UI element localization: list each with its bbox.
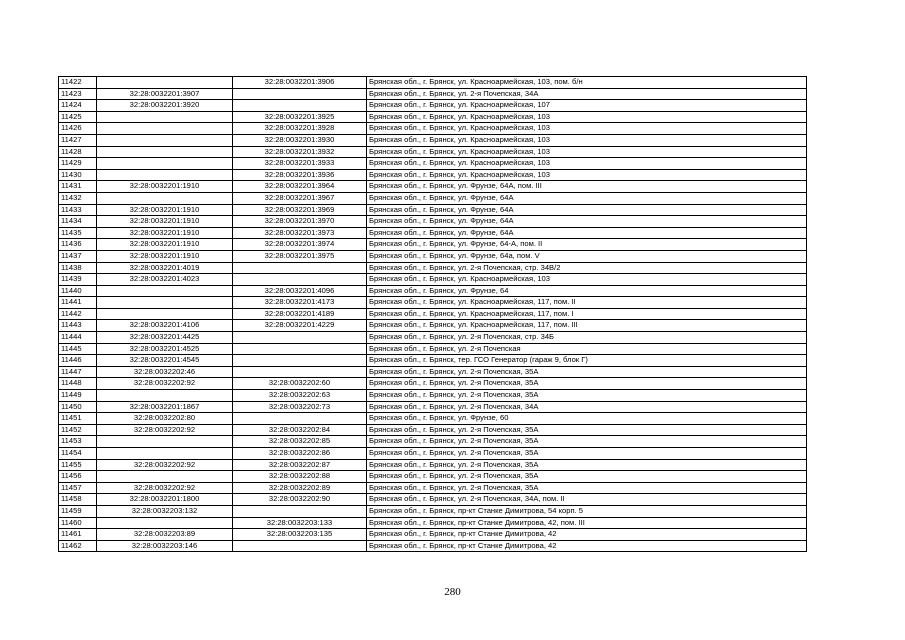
address-cell: Брянская обл., г. Брянск, ул. Красноармейская, 117, пом. II: [367, 297, 807, 309]
row-number-cell: 11460: [59, 517, 97, 529]
cadastral-number-cell: 32:28:0032202:86: [233, 448, 367, 460]
address-cell: Брянская обл., г. Брянск, ул. 2-я Почепская, 35А: [367, 424, 807, 436]
table-row: [59, 540, 807, 552]
row-number-cell: 11458: [59, 494, 97, 506]
address-cell: Брянская обл., г. Брянск, ул. 2-я Почепская, стр. 34Б: [367, 332, 807, 344]
table-row: [59, 505, 807, 517]
table-row: [59, 459, 807, 471]
cadastral-number-cell: 32:28:0032203:135: [233, 529, 367, 541]
parent-cadastral-number-cell: 32:28:0032201:1867: [97, 401, 233, 413]
table-row: [59, 227, 807, 239]
row-number-cell: 11438: [59, 262, 97, 274]
address-cell: Брянская обл., г. Брянск, ул. 2-я Почепская, 35А: [367, 378, 807, 390]
table-row: [59, 413, 807, 425]
cadastral-number-cell: 32:28:0032202:73: [233, 401, 367, 413]
cadastral-number-cell: [233, 355, 367, 367]
address-cell: Брянская обл., г. Брянск, ул. Красноармейская, 103: [367, 134, 807, 146]
table-row: [59, 448, 807, 460]
row-number-cell: 11440: [59, 285, 97, 297]
address-cell: Брянская обл., г. Брянск, ул. 2-я Почепская, 34А: [367, 88, 807, 100]
row-number-cell: 11434: [59, 216, 97, 228]
row-number-cell: 11435: [59, 227, 97, 239]
table-row: [59, 517, 807, 529]
address-cell: Брянская обл., г. Брянск, ул. 2-я Почепская, 35А: [367, 436, 807, 448]
row-number-cell: 11455: [59, 459, 97, 471]
cadastral-number-cell: 32:28:0032201:3933: [233, 158, 367, 170]
address-cell: Брянская обл., г. Брянск, ул. Фрунзе, 64а, пом. V: [367, 250, 807, 262]
parent-cadastral-number-cell: [97, 390, 233, 402]
address-cell: Брянская обл., г. Брянск, ул. Красноармейская, 107: [367, 100, 807, 112]
address-cell: Брянская обл., г. Брянск, ул. 2-я Почепская, 35А: [367, 366, 807, 378]
row-number-cell: 11448: [59, 378, 97, 390]
table-row: [59, 482, 807, 494]
table-row: [59, 146, 807, 158]
page-number: 280: [444, 586, 461, 598]
address-cell: Брянская обл., г. Брянск, ул. Фрунзе, 60: [367, 413, 807, 425]
parent-cadastral-number-cell: [97, 111, 233, 123]
parent-cadastral-number-cell: [97, 448, 233, 460]
parent-cadastral-number-cell: 32:28:0032202:92: [97, 482, 233, 494]
row-number-cell: 11426: [59, 123, 97, 135]
cadastral-number-cell: 32:28:0032201:3975: [233, 250, 367, 262]
table-row: [59, 343, 807, 355]
table-row: [59, 308, 807, 320]
row-number-cell: 11462: [59, 540, 97, 552]
address-cell: Брянская обл., г. Брянск, ул. 2-я Почепская, 34А, пом. II: [367, 494, 807, 506]
table-row: [59, 250, 807, 262]
row-number-cell: 11445: [59, 343, 97, 355]
table-row: [59, 494, 807, 506]
parent-cadastral-number-cell: 32:28:0032203:132: [97, 505, 233, 517]
row-number-cell: 11429: [59, 158, 97, 170]
table-row: [59, 111, 807, 123]
cadastral-number-cell: 32:28:0032202:88: [233, 471, 367, 483]
parent-cadastral-number-cell: 32:28:0032201:3907: [97, 88, 233, 100]
parent-cadastral-number-cell: 32:28:0032202:92: [97, 459, 233, 471]
table-row: [59, 88, 807, 100]
parent-cadastral-number-cell: [97, 285, 233, 297]
cadastral-number-cell: [233, 100, 367, 112]
address-cell: Брянская обл., г. Брянск, ул. 2-я Почепская, 34А: [367, 401, 807, 413]
parent-cadastral-number-cell: 32:28:0032201:1910: [97, 227, 233, 239]
address-cell: Брянская обл., г. Брянск, ул. Фрунзе, 64: [367, 285, 807, 297]
parent-cadastral-number-cell: 32:28:0032201:1910: [97, 216, 233, 228]
row-number-cell: 11425: [59, 111, 97, 123]
row-number-cell: 11450: [59, 401, 97, 413]
address-cell: Брянская обл., г. Брянск, ул. Красноармейская, 103: [367, 158, 807, 170]
cadastral-number-cell: 32:28:0032202:85: [233, 436, 367, 448]
cadastral-number-cell: 32:28:0032201:3930: [233, 134, 367, 146]
cadastral-number-cell: 32:28:0032201:4096: [233, 285, 367, 297]
address-cell: Брянская обл., г. Брянск, ул. Фрунзе, 64А: [367, 192, 807, 204]
parent-cadastral-number-cell: 32:28:0032202:92: [97, 378, 233, 390]
cadastral-number-cell: 32:28:0032202:90: [233, 494, 367, 506]
parent-cadastral-number-cell: 32:28:0032201:1800: [97, 494, 233, 506]
parent-cadastral-number-cell: 32:28:0032202:80: [97, 413, 233, 425]
table-row: [59, 274, 807, 286]
row-number-cell: 11454: [59, 448, 97, 460]
row-number-cell: 11442: [59, 308, 97, 320]
table-row: [59, 204, 807, 216]
address-cell: Брянская обл., г. Брянск, ул. Красноармейская, 103: [367, 274, 807, 286]
cadastral-number-cell: 32:28:0032201:4229: [233, 320, 367, 332]
address-cell: Брянская обл., г. Брянск, ул. Красноармейская, 103: [367, 111, 807, 123]
address-cell: Брянская обл., г. Брянск, ул. Фрунзе, 64А, пом. III: [367, 181, 807, 193]
address-cell: Брянская обл., г. Брянск, ул. Красноармейская, 103: [367, 146, 807, 158]
cadastral-number-cell: [233, 505, 367, 517]
cadastral-number-cell: 32:28:0032202:87: [233, 459, 367, 471]
row-number-cell: 11431: [59, 181, 97, 193]
address-cell: Брянская обл., г. Брянск, ул. Красноармейская, 117, пом. III: [367, 320, 807, 332]
cadastral-number-cell: 32:28:0032201:3936: [233, 169, 367, 181]
address-cell: Брянская обл., г. Брянск, ул. Фрунзе, 64А: [367, 216, 807, 228]
parent-cadastral-number-cell: [97, 308, 233, 320]
table-row: [59, 77, 807, 89]
row-number-cell: 11433: [59, 204, 97, 216]
parent-cadastral-number-cell: [97, 158, 233, 170]
parent-cadastral-number-cell: [97, 192, 233, 204]
parent-cadastral-number-cell: [97, 77, 233, 89]
row-number-cell: 11423: [59, 88, 97, 100]
parent-cadastral-number-cell: 32:28:0032201:4425: [97, 332, 233, 344]
row-number-cell: 11446: [59, 355, 97, 367]
table-row: [59, 424, 807, 436]
address-cell: Брянская обл., г. Брянск, ул. 2-я Почепская, 35А: [367, 390, 807, 402]
parent-cadastral-number-cell: 32:28:0032201:1910: [97, 181, 233, 193]
row-number-cell: 11444: [59, 332, 97, 344]
table-row: [59, 216, 807, 228]
parent-cadastral-number-cell: 32:28:0032201:4525: [97, 343, 233, 355]
table-row: [59, 100, 807, 112]
address-cell: Брянская обл., г. Брянск, пр-кт Станке Димитрова, 42, пом. III: [367, 517, 807, 529]
row-number-cell: 11441: [59, 297, 97, 309]
row-number-cell: 11459: [59, 505, 97, 517]
address-cell: Брянская обл., г. Брянск, ул. Фрунзе, 64А: [367, 227, 807, 239]
parent-cadastral-number-cell: 32:28:0032202:46: [97, 366, 233, 378]
table-row: [59, 158, 807, 170]
table-row: [59, 390, 807, 402]
row-number-cell: 11427: [59, 134, 97, 146]
address-cell: Брянская обл., г. Брянск, пр-кт Станке Димитрова, 54 корп. 5: [367, 505, 807, 517]
address-cell: Брянская обл., г. Брянск, ул. Фрунзе, 64-А, пом. II: [367, 239, 807, 251]
table-row: [59, 262, 807, 274]
cadastral-number-cell: [233, 366, 367, 378]
parent-cadastral-number-cell: [97, 123, 233, 135]
address-cell: Брянская обл., г. Брянск, пр-кт Станке Димитрова, 42: [367, 540, 807, 552]
table-row: [59, 529, 807, 541]
parent-cadastral-number-cell: 32:28:0032201:1910: [97, 239, 233, 251]
table-row: [59, 169, 807, 181]
address-cell: Брянская обл., г. Брянск, ул. Красноармейская, 103: [367, 123, 807, 135]
row-number-cell: 11439: [59, 274, 97, 286]
row-number-cell: 11428: [59, 146, 97, 158]
parent-cadastral-number-cell: [97, 134, 233, 146]
table-row: [59, 320, 807, 332]
parent-cadastral-number-cell: 32:28:0032201:4019: [97, 262, 233, 274]
address-cell: Брянская обл., г. Брянск, тер. ГСО Генератор (гараж 9, блок Г): [367, 355, 807, 367]
row-number-cell: 11447: [59, 366, 97, 378]
cadastral-number-cell: [233, 343, 367, 355]
cadastral-number-cell: [233, 540, 367, 552]
address-cell: Брянская обл., г. Брянск, ул. Фрунзе, 64А: [367, 204, 807, 216]
cadastral-number-cell: 32:28:0032202:89: [233, 482, 367, 494]
cadastral-number-cell: [233, 274, 367, 286]
registry-table-body: [59, 77, 807, 552]
address-cell: Брянская обл., г. Брянск, ул. 2-я Почепская, стр. 34В/2: [367, 262, 807, 274]
cadastral-number-cell: 32:28:0032201:3970: [233, 216, 367, 228]
address-cell: Брянская обл., г. Брянск, ул. Красноармейская, 103, пом. б/н: [367, 77, 807, 89]
address-cell: Брянская обл., г. Брянск, ул. Красноармейская, 117, пом. I: [367, 308, 807, 320]
cadastral-number-cell: [233, 332, 367, 344]
table-row: [59, 192, 807, 204]
cadastral-number-cell: [233, 262, 367, 274]
cadastral-number-cell: 32:28:0032201:3973: [233, 227, 367, 239]
table-row: [59, 436, 807, 448]
table-row: [59, 401, 807, 413]
cadastral-number-cell: [233, 413, 367, 425]
cadastral-number-cell: 32:28:0032201:3974: [233, 239, 367, 251]
table-row: [59, 134, 807, 146]
row-number-cell: 11430: [59, 169, 97, 181]
address-cell: Брянская обл., г. Брянск, ул. 2-я Почепская, 35А: [367, 471, 807, 483]
cadastral-number-cell: 32:28:0032201:3932: [233, 146, 367, 158]
parent-cadastral-number-cell: [97, 471, 233, 483]
cadastral-number-cell: 32:28:0032201:3925: [233, 111, 367, 123]
parent-cadastral-number-cell: 32:28:0032201:4106: [97, 320, 233, 332]
row-number-cell: 11457: [59, 482, 97, 494]
parent-cadastral-number-cell: [97, 297, 233, 309]
row-number-cell: 11451: [59, 413, 97, 425]
table-row: [59, 285, 807, 297]
row-number-cell: 11449: [59, 390, 97, 402]
row-number-cell: 11453: [59, 436, 97, 448]
address-cell: Брянская обл., г. Брянск, пр-кт Станке Димитрова, 42: [367, 529, 807, 541]
row-number-cell: 11436: [59, 239, 97, 251]
cadastral-number-cell: 32:28:0032201:3906: [233, 77, 367, 89]
row-number-cell: 11443: [59, 320, 97, 332]
parent-cadastral-number-cell: 32:28:0032201:4023: [97, 274, 233, 286]
row-number-cell: 11422: [59, 77, 97, 89]
table-row: [59, 378, 807, 390]
parent-cadastral-number-cell: [97, 436, 233, 448]
cadastral-number-cell: 32:28:0032201:3928: [233, 123, 367, 135]
address-cell: Брянская обл., г. Брянск, ул. 2-я Почепская, 35А: [367, 448, 807, 460]
table-row: [59, 123, 807, 135]
parent-cadastral-number-cell: [97, 517, 233, 529]
parent-cadastral-number-cell: [97, 146, 233, 158]
address-cell: Брянская обл., г. Брянск, ул. Красноармейская, 103: [367, 169, 807, 181]
parent-cadastral-number-cell: 32:28:0032201:1910: [97, 204, 233, 216]
cadastral-number-cell: [233, 88, 367, 100]
cadastral-number-cell: 32:28:0032201:3967: [233, 192, 367, 204]
row-number-cell: 11452: [59, 424, 97, 436]
parent-cadastral-number-cell: 32:28:0032201:3920: [97, 100, 233, 112]
cadastral-number-cell: 32:28:0032201:4189: [233, 308, 367, 320]
parent-cadastral-number-cell: 32:28:0032201:1910: [97, 250, 233, 262]
row-number-cell: 11461: [59, 529, 97, 541]
table-row: [59, 366, 807, 378]
parent-cadastral-number-cell: 32:28:0032202:92: [97, 424, 233, 436]
cadastral-number-cell: 32:28:0032201:3969: [233, 204, 367, 216]
registry-table: [58, 76, 807, 552]
parent-cadastral-number-cell: [97, 169, 233, 181]
address-cell: Брянская обл., г. Брянск, ул. 2-я Почепская, 35А: [367, 482, 807, 494]
cadastral-number-cell: 32:28:0032202:60: [233, 378, 367, 390]
table-row: [59, 297, 807, 309]
cadastral-number-cell: 32:28:0032201:3964: [233, 181, 367, 193]
parent-cadastral-number-cell: 32:28:0032203:146: [97, 540, 233, 552]
table-row: [59, 471, 807, 483]
table-row: [59, 239, 807, 251]
cadastral-number-cell: 32:28:0032202:63: [233, 390, 367, 402]
cadastral-number-cell: 32:28:0032201:4173: [233, 297, 367, 309]
parent-cadastral-number-cell: 32:28:0032203:89: [97, 529, 233, 541]
row-number-cell: 11424: [59, 100, 97, 112]
table-row: [59, 332, 807, 344]
address-cell: Брянская обл., г. Брянск, ул. 2-я Почепская, 35А: [367, 459, 807, 471]
address-cell: Брянская обл., г. Брянск, ул. 2-я Почепская: [367, 343, 807, 355]
parent-cadastral-number-cell: 32:28:0032201:4545: [97, 355, 233, 367]
cadastral-number-cell: 32:28:0032202:84: [233, 424, 367, 436]
row-number-cell: 11432: [59, 192, 97, 204]
table-row: [59, 355, 807, 367]
table-row: [59, 181, 807, 193]
row-number-cell: 11437: [59, 250, 97, 262]
row-number-cell: 11456: [59, 471, 97, 483]
cadastral-number-cell: 32:28:0032203:133: [233, 517, 367, 529]
